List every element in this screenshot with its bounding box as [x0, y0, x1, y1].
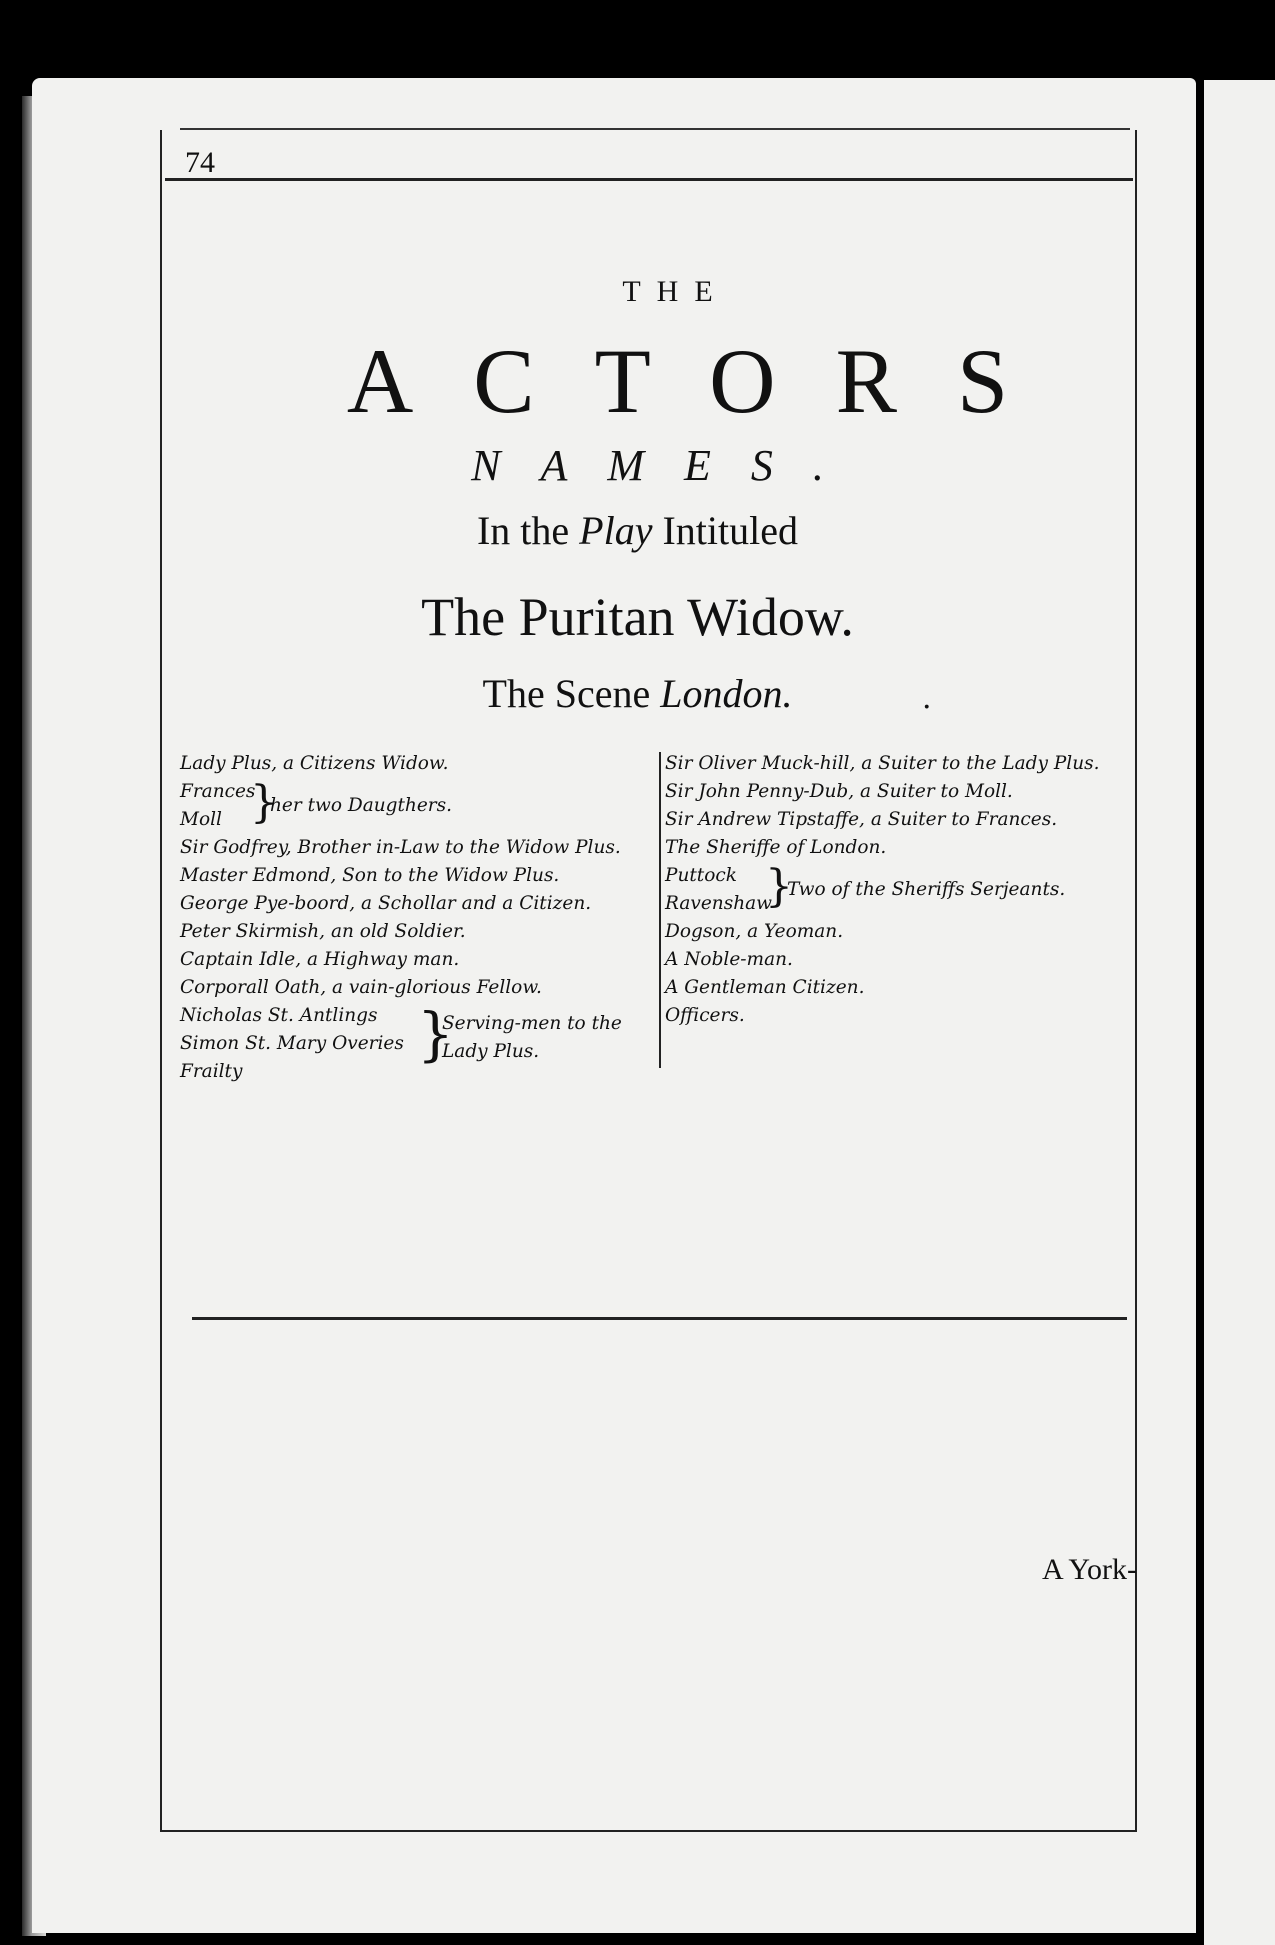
play-intituled [0, 507, 1275, 554]
scene-prefix: The Scene [482, 671, 651, 716]
brace-glyph: } [250, 777, 278, 828]
cast-group-daughters [180, 778, 650, 834]
desc-line: Serving-men to the [442, 1013, 622, 1034]
cast-entry: Captain Idle, a Highway man. [180, 949, 460, 970]
scene-line [0, 670, 1275, 717]
cast-entry: George Pye-boord, a Schollar and a Citizen. [180, 893, 592, 914]
desc-line: Lady Plus. [442, 1041, 540, 1062]
play-title: The Puritan Widow. [421, 587, 854, 647]
play-suffix: Intituled [662, 508, 799, 553]
cast-entry: The Sheriffe of London. [665, 837, 887, 858]
brace-glyph: } [765, 861, 793, 912]
cast-group-serjeants [665, 862, 1185, 918]
cast-entry: Corporall Oath, a vain-glorious Fellow. [180, 977, 542, 998]
page-number: 74 [185, 146, 215, 179]
brace-glyph: } [417, 1000, 454, 1068]
dramatis-left-column [180, 750, 650, 1086]
cast-entry: Officers. [665, 1005, 745, 1026]
cast-entry: Sir John Penny-Dub, a Suiter to Moll. [665, 781, 1013, 802]
cast-name: Moll [180, 809, 222, 830]
column-divider [659, 752, 661, 1068]
catchword: A York- [1042, 1553, 1138, 1586]
cast-entry: Sir Godfrey, Brother in-Law to the Widow Plus. [180, 837, 621, 858]
cast-name: Nicholas St. Antlings [180, 1005, 378, 1026]
cast-name: Ravenshaw [665, 893, 772, 914]
play-word: Play [579, 508, 653, 553]
cast-entry: Sir Andrew Tipstaffe, a Suiter to Frances. [665, 809, 1058, 830]
title-actors: ACTORS [346, 330, 1069, 432]
play-prefix: In the [476, 508, 570, 553]
cast-entry: Lady Plus, a Citizens Widow. [180, 753, 449, 774]
scene-place: London. [660, 671, 793, 716]
cast-group-desc [442, 1010, 652, 1066]
section-rule [192, 1317, 1127, 1320]
header-rule [165, 178, 1133, 181]
cast-entry: A Noble-man. [665, 949, 793, 970]
dramatis-right-column [665, 750, 1185, 1030]
stray-mark: · [922, 690, 932, 725]
cast-group-desc: Two of the Sheriffs Serjeants. [787, 879, 1066, 900]
cast-entry: Master Edmond, Son to the Widow Plus. [180, 865, 560, 886]
cast-entry: A Gentleman Citizen. [665, 977, 865, 998]
cast-entry: Sir Oliver Muck-hill, a Suiter to the Lady Plus. [665, 753, 1100, 774]
title-the: THE [622, 275, 729, 308]
cast-name: Frances [180, 781, 256, 802]
cast-name: Frailty [180, 1061, 243, 1082]
cast-entry: Dogson, a Yeoman. [665, 921, 844, 942]
title-names: NAMES. [471, 441, 864, 490]
cast-name: Simon St. Mary Overies [180, 1033, 404, 1054]
cast-group-servants [180, 1002, 650, 1086]
cast-group-desc: her two Daugthers. [270, 795, 453, 816]
cast-entry: Peter Skirmish, an old Soldier. [180, 921, 466, 942]
cast-name: Puttock [665, 865, 737, 886]
